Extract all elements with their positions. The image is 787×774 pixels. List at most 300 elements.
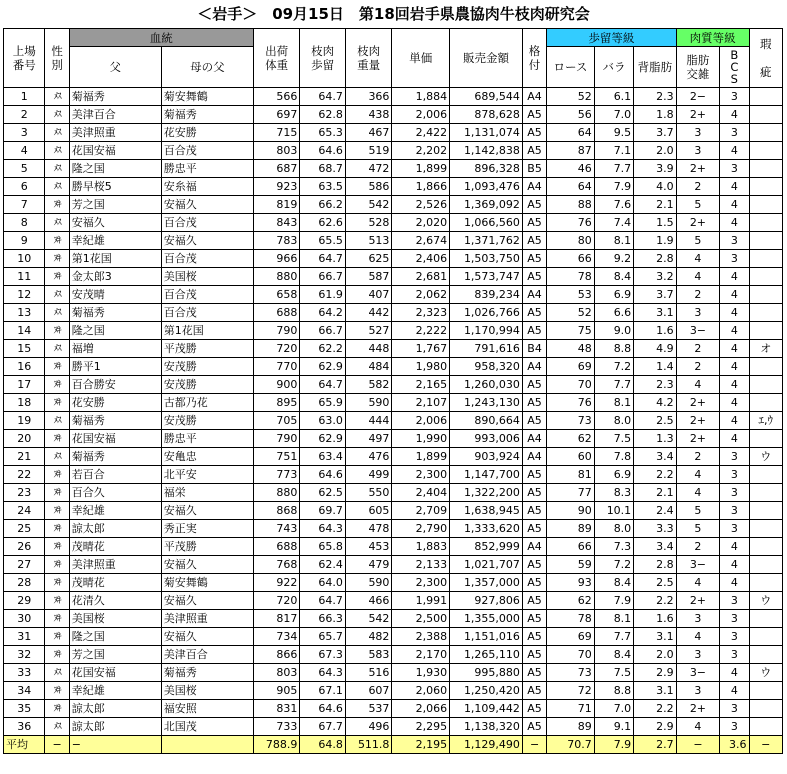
- cell-sales: 1,021,707: [450, 556, 523, 574]
- cell-grade: A5: [522, 556, 546, 574]
- cell-sex: ﾒｽ: [45, 304, 69, 322]
- cell-live-weight: 790: [253, 322, 300, 340]
- cell-bcs: 4: [720, 340, 749, 358]
- cell-unit-price: 2,526: [392, 196, 450, 214]
- cell-bms: 4: [676, 628, 720, 646]
- cell-rib: 7.7: [594, 628, 633, 646]
- cell-no: 22: [4, 466, 45, 484]
- cell-sex: ﾒｽ: [45, 106, 69, 124]
- cell-sex: ﾇｷ: [45, 358, 69, 376]
- table-row: [4, 340, 783, 358]
- average-cell-bms: −: [676, 736, 720, 754]
- average-cell-loin: 70.7: [547, 736, 595, 754]
- cell-bcs: 3: [720, 700, 749, 718]
- cell-no: 17: [4, 376, 45, 394]
- cell-rib: 10.1: [594, 502, 633, 520]
- cell-sales: 1,333,620: [450, 520, 523, 538]
- cell-bms: 4: [676, 484, 720, 502]
- cell-carcass-weight: 516: [345, 664, 392, 682]
- cell-live-weight: 773: [253, 466, 300, 484]
- cell-no: 9: [4, 232, 45, 250]
- cell-bcs: 4: [720, 304, 749, 322]
- cell-unit-price: 1,767: [392, 340, 450, 358]
- cell-live-weight: 790: [253, 430, 300, 448]
- cell-defect: オ: [749, 340, 783, 358]
- cell-bms: 4: [676, 376, 720, 394]
- cell-no: 13: [4, 304, 45, 322]
- cell-bms: 5: [676, 520, 720, 538]
- cell-sales: 896,328: [450, 160, 523, 178]
- cell-bcs: 4: [720, 574, 749, 592]
- cell-carcass-weight: 467: [345, 124, 392, 142]
- cell-sex: ﾒｽ: [45, 178, 69, 196]
- cell-loin: 52: [547, 88, 595, 106]
- cell-grade: A5: [522, 628, 546, 646]
- cell-bcs: 4: [720, 376, 749, 394]
- cell-bms: 3−: [676, 556, 720, 574]
- cell-loin: 93: [547, 574, 595, 592]
- cell-defect: [749, 502, 783, 520]
- cell-rib: 6.1: [594, 88, 633, 106]
- cell-carcass-weight: 607: [345, 682, 392, 700]
- cell-unit-price: 2,300: [392, 574, 450, 592]
- cell-unit-price: 2,107: [392, 394, 450, 412]
- cell-loin: 71: [547, 700, 595, 718]
- cell-bcs: 4: [720, 358, 749, 376]
- cell-bcs: 3: [720, 628, 749, 646]
- cell-back-fat: 2.2: [634, 700, 676, 718]
- cell-father: 百合久: [69, 484, 161, 502]
- cell-defect: [749, 610, 783, 628]
- cell-father: 安茂晴: [69, 286, 161, 304]
- cell-defect: [749, 88, 783, 106]
- cell-bcs: 3: [720, 520, 749, 538]
- cell-live-weight: 819: [253, 196, 300, 214]
- average-cell-bcs: 3.6: [720, 736, 749, 754]
- cell-loin: 70: [547, 376, 595, 394]
- cell-no: 1: [4, 88, 45, 106]
- cell-bcs: 4: [720, 538, 749, 556]
- cell-unit-price: 1,883: [392, 538, 450, 556]
- cell-bms: 2: [676, 178, 720, 196]
- cell-no: 16: [4, 358, 45, 376]
- cell-back-fat: 3.3: [634, 520, 676, 538]
- cell-sex: ﾒｽ: [45, 124, 69, 142]
- cell-defect: [749, 142, 783, 160]
- cell-carcass-weight: 453: [345, 538, 392, 556]
- table-row: [4, 610, 783, 628]
- cell-sex: ﾇｷ: [45, 628, 69, 646]
- cell-live-weight: 770: [253, 358, 300, 376]
- cell-grade: A5: [522, 682, 546, 700]
- cell-loin: 78: [547, 268, 595, 286]
- cell-grade: B5: [522, 160, 546, 178]
- cell-sex: ﾇｷ: [45, 610, 69, 628]
- cell-yield: 65.5: [300, 232, 346, 250]
- cell-live-weight: 803: [253, 142, 300, 160]
- cell-grade: B4: [522, 340, 546, 358]
- average-cell-back-fat: 2.7: [634, 736, 676, 754]
- cell-live-weight: 866: [253, 646, 300, 664]
- average-row: [4, 736, 783, 754]
- cell-sales: 995,880: [450, 664, 523, 682]
- cell-sales: 839,234: [450, 286, 523, 304]
- cell-carcass-weight: 496: [345, 718, 392, 736]
- cell-back-fat: 3.7: [634, 286, 676, 304]
- cell-defect: ウ: [749, 664, 783, 682]
- cell-loin: 48: [547, 340, 595, 358]
- cell-unit-price: 2,006: [392, 106, 450, 124]
- cell-back-fat: 3.1: [634, 682, 676, 700]
- cell-grade: A5: [522, 304, 546, 322]
- cell-maternal-grandfather: 美国桜: [161, 268, 253, 286]
- cell-live-weight: 733: [253, 718, 300, 736]
- cell-maternal-grandfather: 美津百合: [161, 646, 253, 664]
- cell-live-weight: 688: [253, 538, 300, 556]
- table-row: [4, 178, 783, 196]
- cell-sales: 1,147,700: [450, 466, 523, 484]
- cell-maternal-grandfather: 百合茂: [161, 304, 253, 322]
- cell-sex: ﾇｷ: [45, 430, 69, 448]
- table-row: [4, 718, 783, 736]
- cell-live-weight: 687: [253, 160, 300, 178]
- cell-rib: 9.0: [594, 322, 633, 340]
- cell-live-weight: 817: [253, 610, 300, 628]
- cell-maternal-grandfather: 百合茂: [161, 250, 253, 268]
- cell-yield: 64.7: [300, 376, 346, 394]
- cell-rib: 7.9: [594, 178, 633, 196]
- cell-maternal-grandfather: 花安勝: [161, 124, 253, 142]
- cell-carcass-weight: 472: [345, 160, 392, 178]
- cell-back-fat: 2.8: [634, 556, 676, 574]
- cell-bms: 3: [676, 682, 720, 700]
- results-table: [3, 28, 783, 754]
- cell-grade: A5: [522, 610, 546, 628]
- table-row: [4, 538, 783, 556]
- cell-back-fat: 2.2: [634, 466, 676, 484]
- cell-live-weight: 966: [253, 250, 300, 268]
- cell-father: 勝早桜5: [69, 178, 161, 196]
- header-live-weight: 出荷 体重: [253, 29, 300, 88]
- cell-yield: 64.6: [300, 466, 346, 484]
- cell-no: 32: [4, 646, 45, 664]
- cell-sex: ﾇｷ: [45, 592, 69, 610]
- cell-live-weight: 768: [253, 556, 300, 574]
- cell-sales: 852,999: [450, 538, 523, 556]
- cell-grade: A5: [522, 502, 546, 520]
- cell-no: 5: [4, 160, 45, 178]
- cell-defect: [749, 682, 783, 700]
- cell-grade: A5: [522, 376, 546, 394]
- cell-maternal-grandfather: 平茂勝: [161, 340, 253, 358]
- cell-maternal-grandfather: 百合茂: [161, 214, 253, 232]
- cell-back-fat: 2.5: [634, 412, 676, 430]
- cell-unit-price: 2,133: [392, 556, 450, 574]
- cell-no: 29: [4, 592, 45, 610]
- table-row: [4, 286, 783, 304]
- cell-back-fat: 2.8: [634, 250, 676, 268]
- cell-bcs: 3: [720, 124, 749, 142]
- cell-defect: [749, 718, 783, 736]
- cell-back-fat: 4.9: [634, 340, 676, 358]
- cell-bms: 2+: [676, 214, 720, 232]
- cell-unit-price: 2,709: [392, 502, 450, 520]
- average-cell-carcass-weight: 511.8: [345, 736, 392, 754]
- cell-loin: 73: [547, 664, 595, 682]
- cell-defect: [749, 430, 783, 448]
- cell-rib: 7.9: [594, 592, 633, 610]
- cell-live-weight: 720: [253, 340, 300, 358]
- cell-sales: 1,503,750: [450, 250, 523, 268]
- cell-live-weight: 751: [253, 448, 300, 466]
- cell-bcs: 4: [720, 394, 749, 412]
- table-row: [4, 160, 783, 178]
- table-row: [4, 268, 783, 286]
- cell-father: 芳之国: [69, 646, 161, 664]
- cell-maternal-grandfather: 美津照重: [161, 610, 253, 628]
- cell-sales: 993,006: [450, 430, 523, 448]
- cell-defect: [749, 628, 783, 646]
- cell-father: 美津照重: [69, 556, 161, 574]
- cell-sex: ﾒｽ: [45, 88, 69, 106]
- cell-back-fat: 3.7: [634, 124, 676, 142]
- cell-bcs: 4: [720, 268, 749, 286]
- cell-loin: 89: [547, 520, 595, 538]
- cell-carcass-weight: 476: [345, 448, 392, 466]
- cell-loin: 62: [547, 430, 595, 448]
- cell-defect: [749, 196, 783, 214]
- cell-carcass-weight: 444: [345, 412, 392, 430]
- cell-maternal-grandfather: 菊安舞鶴: [161, 574, 253, 592]
- cell-loin: 90: [547, 502, 595, 520]
- cell-back-fat: 2.9: [634, 718, 676, 736]
- table-row: [4, 628, 783, 646]
- cell-loin: 60: [547, 448, 595, 466]
- cell-sales: 1,093,476: [450, 178, 523, 196]
- cell-rib: 7.2: [594, 556, 633, 574]
- cell-bcs: 3: [720, 160, 749, 178]
- cell-yield: 62.6: [300, 214, 346, 232]
- cell-bms: 2: [676, 358, 720, 376]
- cell-grade: A5: [522, 232, 546, 250]
- cell-maternal-grandfather: 北国茂: [161, 718, 253, 736]
- cell-defect: [749, 250, 783, 268]
- cell-yield: 65.7: [300, 628, 346, 646]
- cell-grade: A5: [522, 250, 546, 268]
- cell-unit-price: 1,899: [392, 160, 450, 178]
- cell-defect: [749, 466, 783, 484]
- cell-father: 勝平1: [69, 358, 161, 376]
- cell-yield: 62.2: [300, 340, 346, 358]
- table-row: [4, 556, 783, 574]
- cell-carcass-weight: 537: [345, 700, 392, 718]
- cell-grade: A5: [522, 574, 546, 592]
- cell-defect: [749, 646, 783, 664]
- cell-sex: ﾒｽ: [45, 286, 69, 304]
- cell-bcs: 4: [720, 106, 749, 124]
- cell-yield: 64.2: [300, 304, 346, 322]
- cell-father: 花清久: [69, 592, 161, 610]
- cell-maternal-grandfather: 勝忠平: [161, 160, 253, 178]
- cell-yield: 67.7: [300, 718, 346, 736]
- cell-unit-price: 1,930: [392, 664, 450, 682]
- cell-live-weight: 566: [253, 88, 300, 106]
- table-row: [4, 646, 783, 664]
- cell-back-fat: 2.0: [634, 142, 676, 160]
- cell-sales: 958,320: [450, 358, 523, 376]
- cell-live-weight: 905: [253, 682, 300, 700]
- cell-bcs: 4: [720, 214, 749, 232]
- cell-maternal-grandfather: 安糸福: [161, 178, 253, 196]
- cell-bms: 4: [676, 574, 720, 592]
- cell-live-weight: 783: [253, 232, 300, 250]
- cell-rib: 9.1: [594, 718, 633, 736]
- cell-bms: 3: [676, 142, 720, 160]
- cell-unit-price: 2,062: [392, 286, 450, 304]
- cell-unit-price: 2,165: [392, 376, 450, 394]
- cell-father: 菊福秀: [69, 304, 161, 322]
- cell-no: 11: [4, 268, 45, 286]
- cell-grade: A4: [522, 178, 546, 196]
- table-row: [4, 574, 783, 592]
- cell-yield: 64.3: [300, 664, 346, 682]
- cell-sales: 878,628: [450, 106, 523, 124]
- cell-maternal-grandfather: 平茂勝: [161, 538, 253, 556]
- cell-sex: ﾇｷ: [45, 268, 69, 286]
- cell-rib: 6.6: [594, 304, 633, 322]
- cell-carcass-weight: 448: [345, 340, 392, 358]
- cell-father: 諒太郎: [69, 520, 161, 538]
- cell-maternal-grandfather: 秀正実: [161, 520, 253, 538]
- cell-father: 茂晴花: [69, 538, 161, 556]
- header-bcs: B C S: [720, 47, 749, 88]
- cell-sex: ﾇｷ: [45, 682, 69, 700]
- cell-no: 26: [4, 538, 45, 556]
- cell-sex: ﾇｷ: [45, 196, 69, 214]
- table-row: [4, 232, 783, 250]
- cell-back-fat: 3.2: [634, 268, 676, 286]
- cell-back-fat: 2.1: [634, 484, 676, 502]
- cell-no: 30: [4, 610, 45, 628]
- cell-rib: 7.7: [594, 376, 633, 394]
- cell-yield: 69.7: [300, 502, 346, 520]
- cell-rib: 8.4: [594, 574, 633, 592]
- cell-back-fat: 3.9: [634, 160, 676, 178]
- cell-father: 花国安福: [69, 142, 161, 160]
- cell-sales: 1,250,420: [450, 682, 523, 700]
- average-cell-sales: 1,129,490: [450, 736, 523, 754]
- cell-bms: 3: [676, 646, 720, 664]
- cell-carcass-weight: 542: [345, 610, 392, 628]
- cell-defect: [749, 520, 783, 538]
- cell-grade: A5: [522, 646, 546, 664]
- cell-rib: 8.1: [594, 232, 633, 250]
- cell-loin: 70: [547, 646, 595, 664]
- cell-maternal-grandfather: 菊福秀: [161, 664, 253, 682]
- cell-no: 14: [4, 322, 45, 340]
- cell-grade: A5: [522, 484, 546, 502]
- cell-unit-price: 1,899: [392, 448, 450, 466]
- cell-maternal-grandfather: 安福久: [161, 556, 253, 574]
- cell-carcass-weight: 582: [345, 376, 392, 394]
- cell-grade: A5: [522, 412, 546, 430]
- cell-grade: A5: [522, 466, 546, 484]
- cell-sales: 1,026,766: [450, 304, 523, 322]
- cell-bms: 2: [676, 286, 720, 304]
- cell-rib: 7.0: [594, 700, 633, 718]
- cell-back-fat: 2.3: [634, 376, 676, 394]
- table-row: [4, 322, 783, 340]
- cell-maternal-grandfather: 菊安舞鶴: [161, 88, 253, 106]
- cell-sales: 791,616: [450, 340, 523, 358]
- cell-father: 菊福秀: [69, 88, 161, 106]
- cell-defect: ｴ,ｳ: [749, 412, 783, 430]
- cell-no: 19: [4, 412, 45, 430]
- cell-rib: 7.5: [594, 664, 633, 682]
- cell-live-weight: 705: [253, 412, 300, 430]
- cell-defect: [749, 358, 783, 376]
- cell-no: 10: [4, 250, 45, 268]
- cell-maternal-grandfather: 第1花国: [161, 322, 253, 340]
- cell-bcs: 4: [720, 556, 749, 574]
- cell-sales: 1,369,092: [450, 196, 523, 214]
- cell-bcs: 3: [720, 610, 749, 628]
- cell-defect: [749, 376, 783, 394]
- cell-live-weight: 720: [253, 592, 300, 610]
- cell-sex: ﾇｷ: [45, 376, 69, 394]
- cell-back-fat: 1.8: [634, 106, 676, 124]
- cell-grade: A5: [522, 592, 546, 610]
- cell-father: 金太郎3: [69, 268, 161, 286]
- cell-sales: 1,151,016: [450, 628, 523, 646]
- cell-carcass-weight: 519: [345, 142, 392, 160]
- cell-bms: 2: [676, 448, 720, 466]
- cell-grade: A4: [522, 538, 546, 556]
- cell-back-fat: 3.1: [634, 304, 676, 322]
- table-row: [4, 682, 783, 700]
- cell-sex: ﾒｽ: [45, 664, 69, 682]
- cell-carcass-weight: 442: [345, 304, 392, 322]
- cell-no: 31: [4, 628, 45, 646]
- cell-rib: 9.5: [594, 124, 633, 142]
- cell-loin: 69: [547, 358, 595, 376]
- cell-loin: 56: [547, 106, 595, 124]
- cell-bcs: 3: [720, 646, 749, 664]
- cell-yield: 67.1: [300, 682, 346, 700]
- cell-bms: 2−: [676, 88, 720, 106]
- cell-no: 7: [4, 196, 45, 214]
- cell-maternal-grandfather: 福安照: [161, 700, 253, 718]
- cell-bcs: 3: [720, 88, 749, 106]
- cell-yield: 67.3: [300, 646, 346, 664]
- cell-unit-price: 2,681: [392, 268, 450, 286]
- cell-father: 諒太郎: [69, 718, 161, 736]
- header-unit-price: 単価: [392, 29, 450, 88]
- average-cell-yield: 64.8: [300, 736, 346, 754]
- cell-unit-price: 1,884: [392, 88, 450, 106]
- cell-bcs: 3: [720, 484, 749, 502]
- cell-sex: ﾇｷ: [45, 466, 69, 484]
- cell-yield: 64.7: [300, 592, 346, 610]
- cell-unit-price: 2,060: [392, 682, 450, 700]
- cell-sales: 890,664: [450, 412, 523, 430]
- cell-yield: 64.6: [300, 700, 346, 718]
- cell-rib: 7.5: [594, 430, 633, 448]
- cell-yield: 65.8: [300, 538, 346, 556]
- cell-father: 第1花国: [69, 250, 161, 268]
- cell-yield: 66.2: [300, 196, 346, 214]
- average-cell-grade: −: [522, 736, 546, 754]
